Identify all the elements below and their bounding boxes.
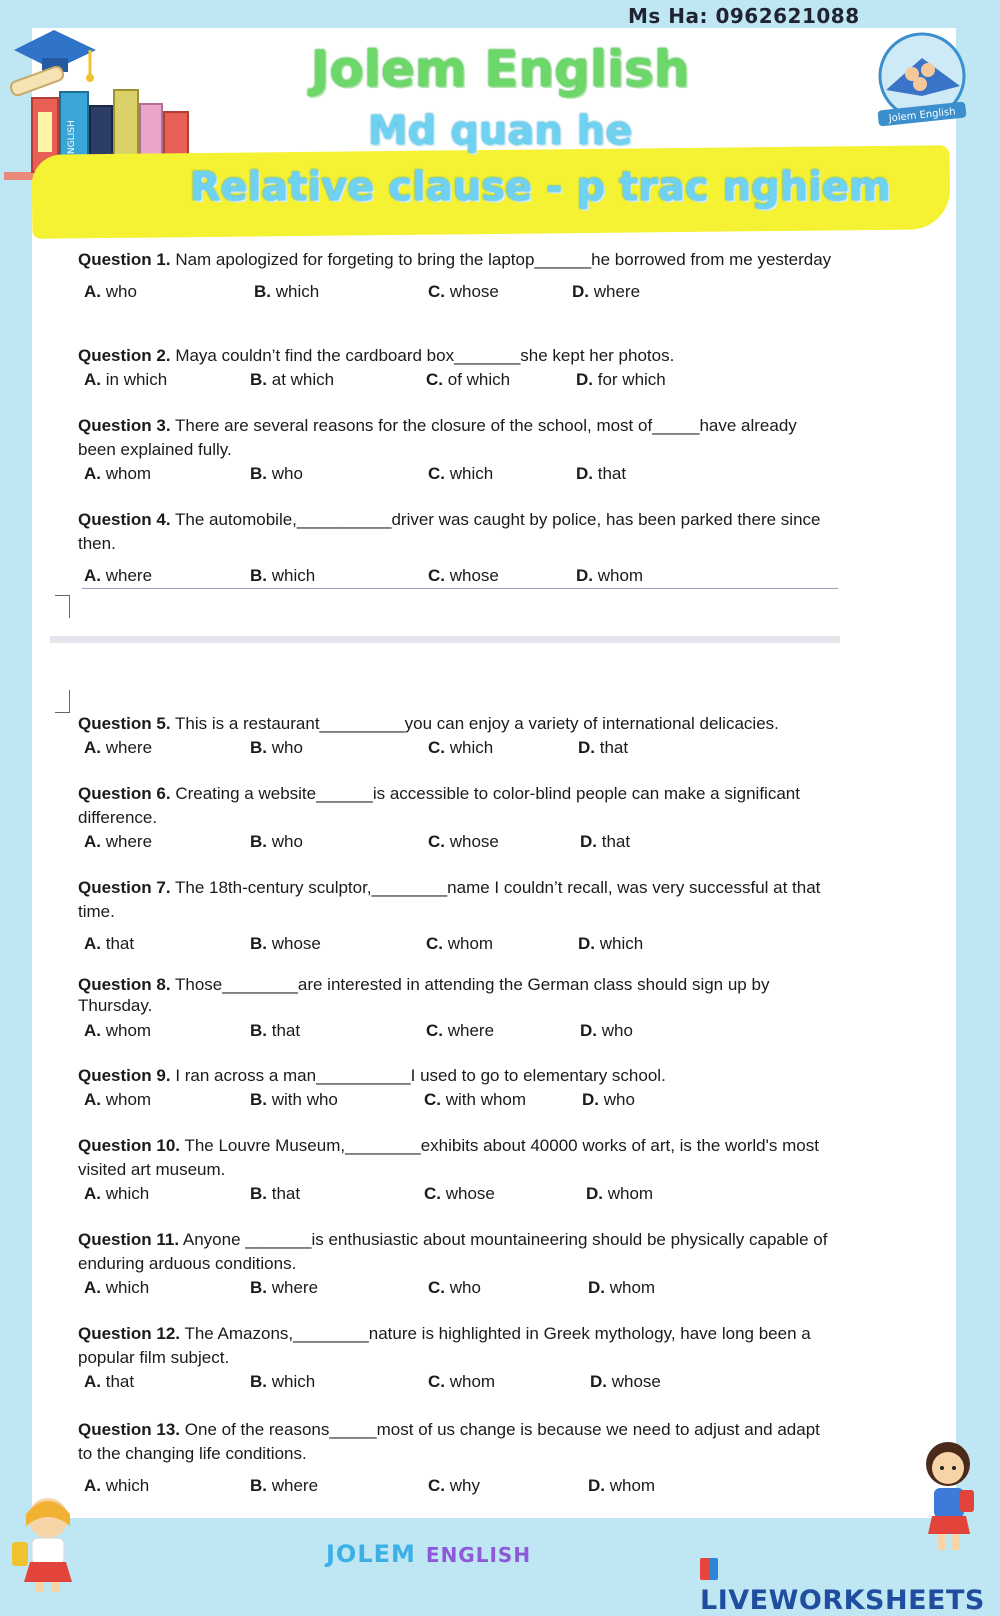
- question-text: Nam apologized for forgeting to bring the laptop______he borrowed from me yesterday: [175, 250, 832, 269]
- question-text: The Louvre Museum,________exhibits about 40000 works of art, is the world's most visited art museum.: [78, 1136, 819, 1179]
- option-c[interactable]: C. with whom: [424, 1090, 527, 1109]
- option-b[interactable]: B. who: [250, 832, 303, 851]
- option-c[interactable]: C. of which: [426, 370, 511, 389]
- option-b[interactable]: B. that: [250, 1021, 301, 1040]
- question-text: One of the reasons_____most of us change is because we need to adjust and adapt to the changing life conditions.: [78, 1420, 820, 1463]
- option-a[interactable]: A. that: [84, 934, 135, 953]
- question-8: [78, 974, 838, 1044]
- girl-with-bag-icon: [8, 1490, 88, 1594]
- page-subtitle: Md quan he: [367, 108, 633, 154]
- option-a[interactable]: A. where: [84, 832, 153, 851]
- option-c[interactable]: C. whose: [428, 282, 499, 301]
- option-b[interactable]: B. who: [250, 738, 303, 757]
- svg-text:Jolem English: Jolem English: [888, 106, 957, 125]
- option-d[interactable]: D. who: [582, 1090, 635, 1109]
- option-b[interactable]: B. which: [254, 282, 320, 301]
- svg-text:ENGLISH: ENGLISH: [67, 120, 77, 160]
- liveworksheets-icon: [700, 1558, 718, 1580]
- question-label: Question 9.: [78, 1066, 171, 1085]
- question-label: Question 2.: [78, 346, 171, 365]
- question-1: [78, 248, 838, 304]
- option-c[interactable]: C. whom: [428, 1372, 496, 1391]
- option-d[interactable]: D. whose: [590, 1372, 661, 1391]
- option-d[interactable]: D. who: [580, 1021, 633, 1040]
- question-4: [78, 508, 838, 588]
- option-c[interactable]: C. whose: [428, 566, 499, 585]
- option-a[interactable]: A. that: [84, 1372, 135, 1391]
- question-9: [78, 1064, 838, 1112]
- option-b[interactable]: B. where: [250, 1476, 319, 1495]
- phone-number: Ms Ha: 0962621088: [628, 4, 860, 28]
- question-text: The automobile,__________driver was caught by police, has been parked there since then.: [78, 510, 821, 553]
- question-label: Question 8.: [78, 975, 171, 994]
- option-d[interactable]: D. that: [578, 738, 629, 757]
- page-break: [50, 636, 840, 643]
- option-a[interactable]: A. whom: [84, 1090, 152, 1109]
- option-a[interactable]: A. whom: [84, 1021, 152, 1040]
- option-d[interactable]: D. that: [580, 832, 631, 851]
- question-text: This is a restaurant_________you can enjoy a variety of international delicacies.: [175, 714, 779, 733]
- option-c[interactable]: C. where: [426, 1021, 495, 1040]
- question-label: Question 1.: [78, 250, 171, 269]
- option-b[interactable]: B. who: [250, 464, 303, 483]
- option-a[interactable]: A. whom: [84, 464, 152, 483]
- page-title: Jolem English: [310, 40, 690, 98]
- question-label: Question 13.: [78, 1420, 181, 1439]
- question-text: The 18th-century sculptor,________name I couldn’t recall, was very successful at that time.: [78, 878, 821, 921]
- question-label: Question 4.: [78, 510, 171, 529]
- option-d[interactable]: D. whom: [586, 1184, 654, 1203]
- question-13: [78, 1418, 838, 1498]
- option-c[interactable]: C. which: [428, 464, 494, 483]
- question-label: Question 3.: [78, 416, 171, 435]
- page-topic: Relative clause - p trac nghiem: [189, 164, 891, 210]
- question-7: [78, 876, 838, 956]
- liveworksheets-logo[interactable]: LIVEWORKSHEETS: [700, 1554, 1000, 1616]
- option-b[interactable]: B. whose: [250, 934, 321, 953]
- option-b[interactable]: B. which: [250, 566, 316, 585]
- option-b[interactable]: B. at which: [250, 370, 335, 389]
- question-label: Question 6.: [78, 784, 171, 803]
- option-a[interactable]: A. which: [84, 1278, 150, 1297]
- question-6: [78, 782, 838, 854]
- option-c[interactable]: C. whom: [426, 934, 494, 953]
- option-c[interactable]: C. why: [428, 1476, 480, 1495]
- option-d[interactable]: D. whom: [576, 566, 644, 585]
- option-d[interactable]: D. where: [572, 282, 641, 301]
- question-10: [78, 1134, 838, 1206]
- question-11: [78, 1228, 838, 1300]
- question-text: Maya couldn’t find the cardboard box_______she kept her photos.: [175, 346, 675, 365]
- question-label: Question 7.: [78, 878, 171, 897]
- option-d[interactable]: D. whom: [588, 1278, 656, 1297]
- option-a[interactable]: A. where: [84, 566, 153, 585]
- option-c[interactable]: C. whose: [428, 832, 499, 851]
- option-a[interactable]: A. which: [84, 1476, 150, 1495]
- question-label: Question 10.: [78, 1136, 181, 1155]
- option-d[interactable]: D. for which: [576, 370, 666, 389]
- jolem-logo-icon: [872, 30, 972, 130]
- girl-with-backpack-icon: [906, 1434, 986, 1554]
- question-label: Question 5.: [78, 714, 171, 733]
- option-a[interactable]: A. which: [84, 1184, 150, 1203]
- question-12: [78, 1322, 838, 1394]
- question-text: There are several reasons for the closure of the school, most of_____have already been explained fully.: [78, 416, 797, 459]
- option-a[interactable]: A. who: [84, 282, 137, 301]
- question-text: Creating a website______is accessible to color-blind people can make a significant difference.: [78, 784, 800, 827]
- option-b[interactable]: B. with who: [250, 1090, 338, 1109]
- question-label: Question 12.: [78, 1324, 181, 1343]
- option-c[interactable]: C. who: [428, 1278, 481, 1297]
- option-d[interactable]: D. whom: [588, 1476, 656, 1495]
- question-text: Anyone _______is enthusiastic about mountaineering should be physically capable of enduring arduous conditions.: [78, 1230, 828, 1273]
- option-d[interactable]: D. that: [576, 464, 627, 483]
- option-b[interactable]: B. which: [250, 1372, 316, 1391]
- page-corner-mark: [55, 690, 70, 713]
- jolem-footer-logo: JOLEM ENGLISH: [326, 1540, 532, 1568]
- divider-line: [82, 588, 838, 589]
- question-text: I ran across a man__________I used to go to elementary school.: [175, 1066, 666, 1085]
- question-text: Those________are interested in attending the German class should sign up by Thursday.: [78, 975, 770, 1015]
- question-5: [78, 712, 838, 760]
- option-c[interactable]: C. whose: [424, 1184, 495, 1203]
- option-a[interactable]: A. in which: [84, 370, 168, 389]
- option-d[interactable]: D. which: [578, 934, 644, 953]
- option-c[interactable]: C. which: [428, 738, 494, 757]
- page-corner-mark: [55, 595, 70, 618]
- question-2: [78, 344, 838, 392]
- option-b[interactable]: B. that: [250, 1184, 301, 1203]
- option-a[interactable]: A. where: [84, 738, 153, 757]
- question-label: Question 11.: [78, 1230, 180, 1249]
- question-3: [78, 414, 838, 486]
- option-b[interactable]: B. where: [250, 1278, 319, 1297]
- question-text: The Amazons,________nature is highlighted in Greek mythology, have long been a popular film subject.: [78, 1324, 811, 1367]
